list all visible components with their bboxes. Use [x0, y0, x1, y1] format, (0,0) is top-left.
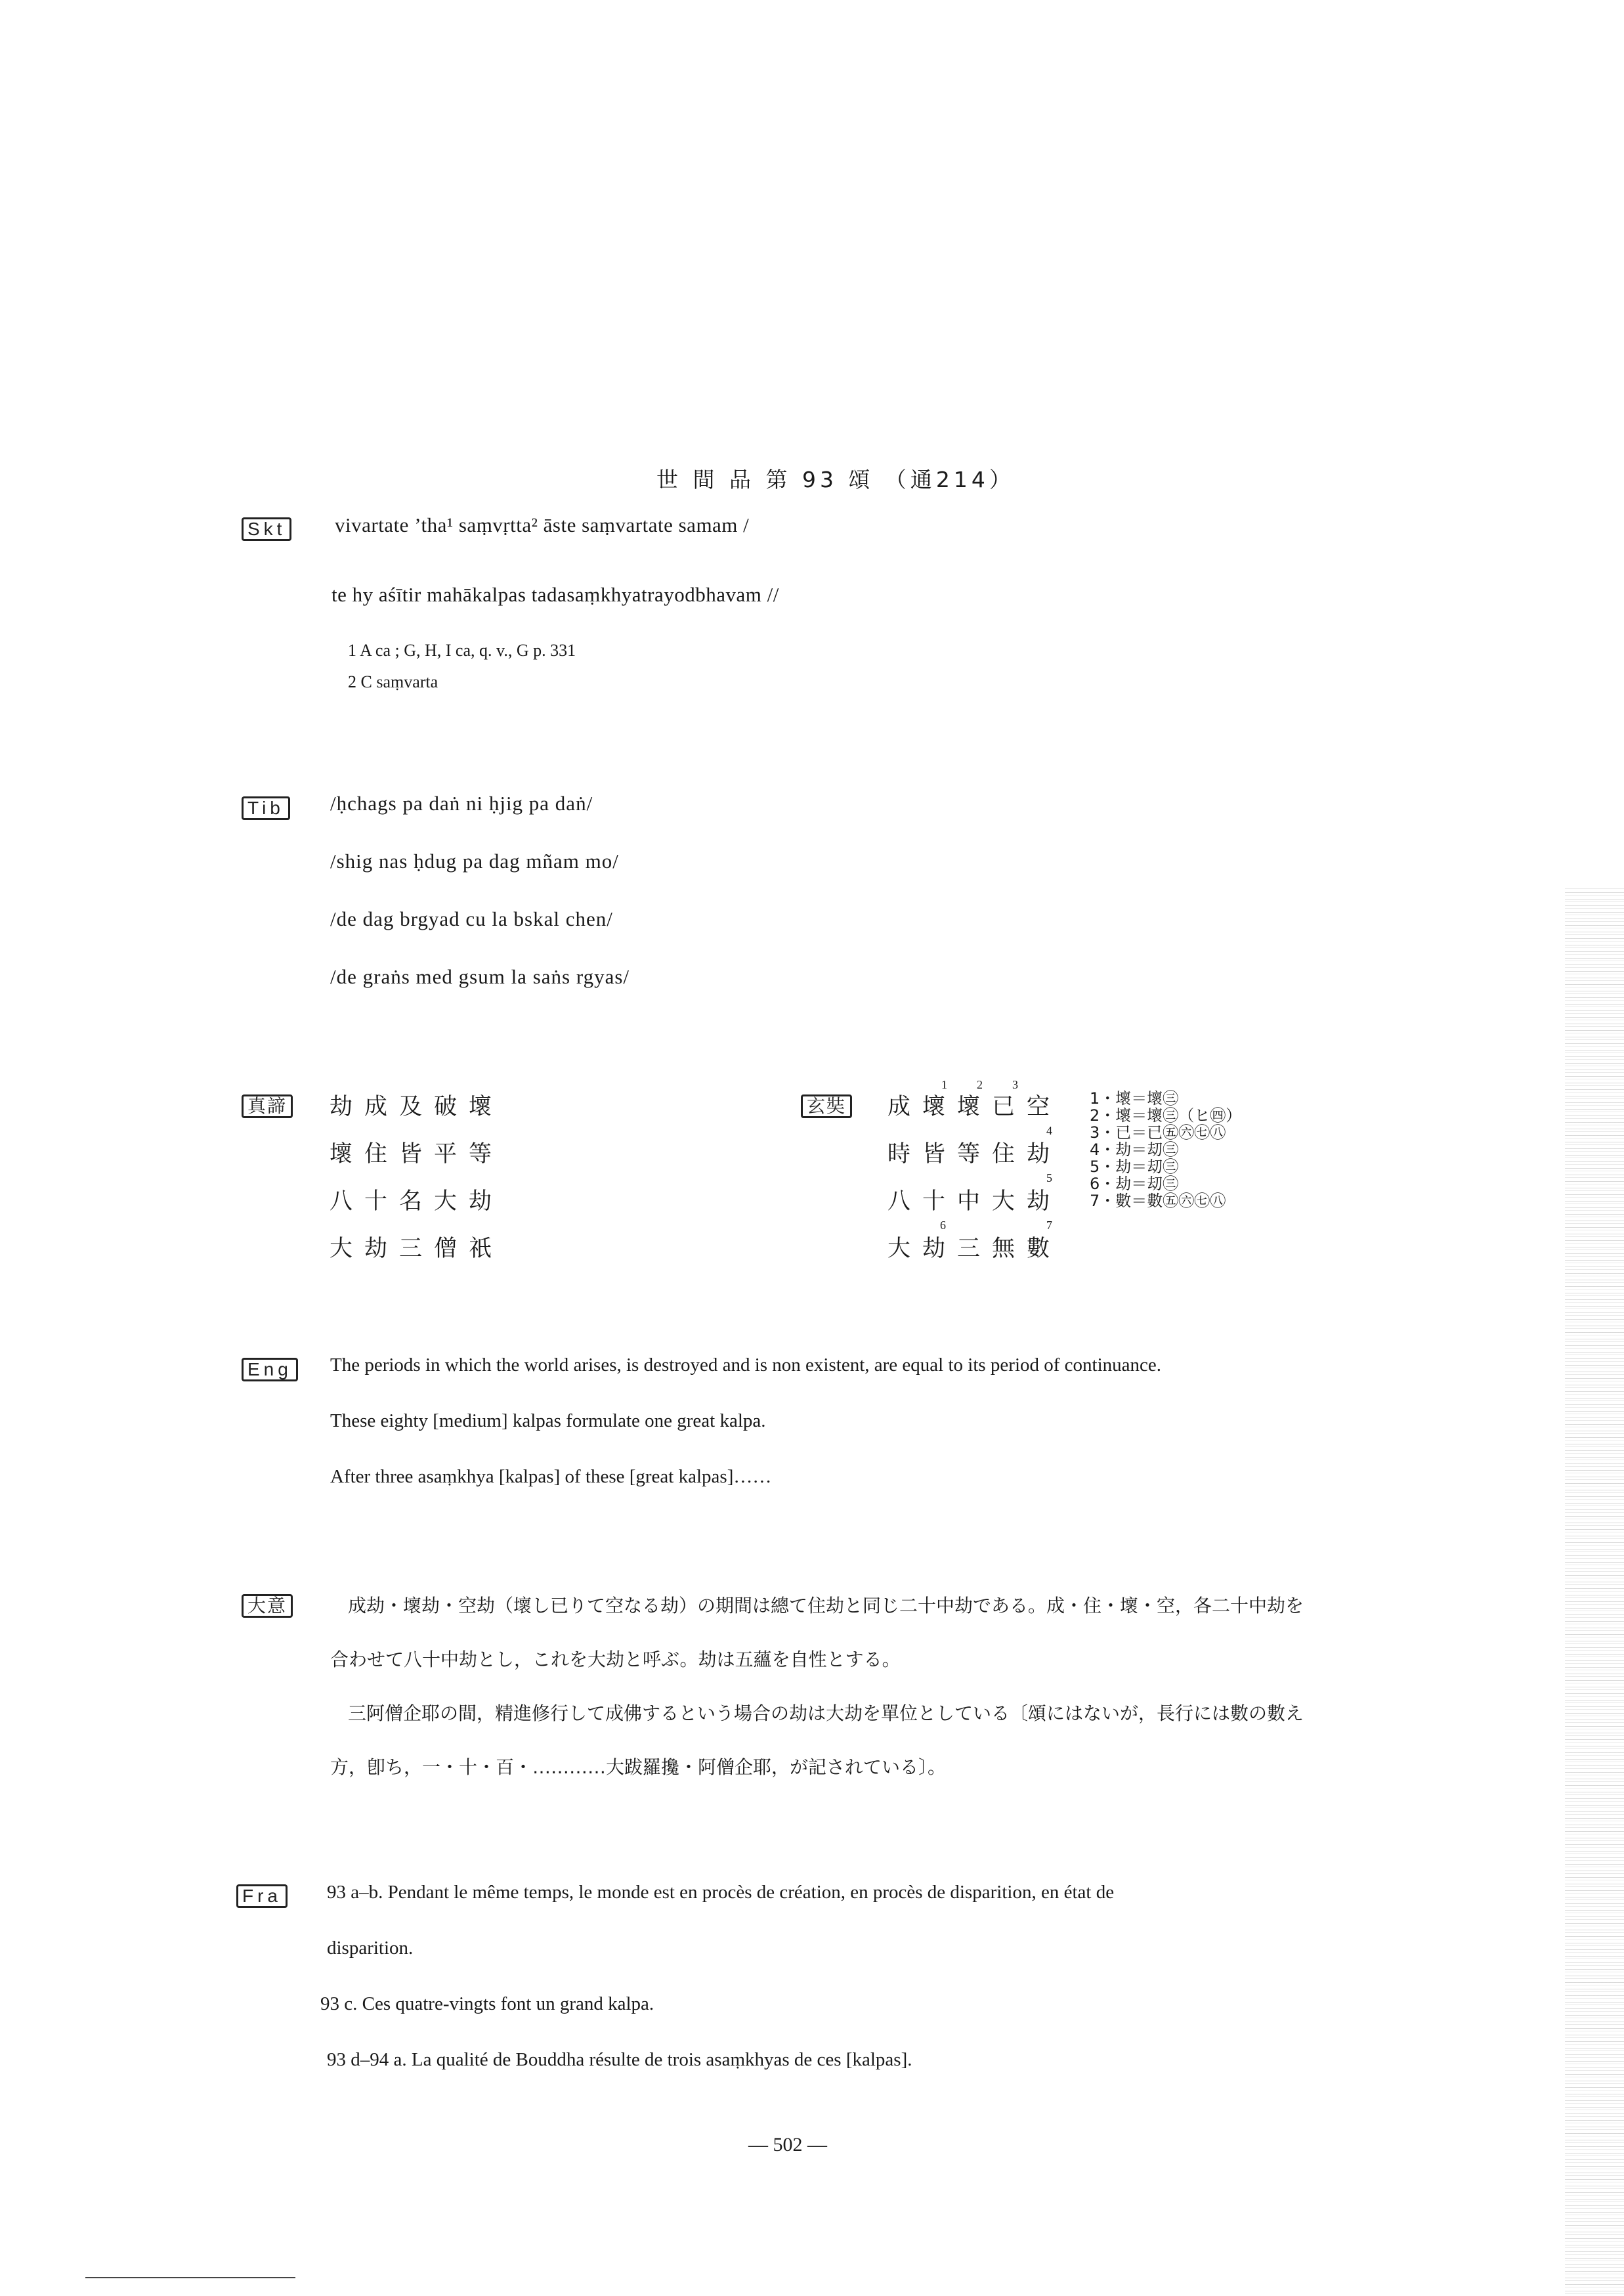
scan-edge-noise	[1565, 886, 1624, 2296]
variant-4: 4・劫＝刧㊂	[1090, 1140, 1179, 1159]
bottom-rule	[85, 2277, 295, 2278]
paramartha-line-3: 八十名大劫	[330, 1188, 504, 1215]
tib-line-2: /shig nas ḥdug pa dag mñam mo/	[330, 850, 619, 873]
paramartha-line-2: 壞住皆平等	[330, 1141, 504, 1167]
xuanzang-line-4: 大劫三無數	[887, 1236, 1062, 1262]
taii-line-1: 成劫・壞劫・空劫（壞し已りて空なる劫）の期間は總て住劫と同じ二十中劫である。成・住・壞・空，各二十中劫を	[348, 1595, 1304, 1616]
fra-line-4: 93 d–94 a. La qualité de Bouddha résulte de trois asaṃkhyas de ces [kalpas].	[327, 2049, 912, 2070]
taii-line-2: 合わせて八十中劫とし，これを大劫と呼ぶ。劫は五蘊を自性とする。	[330, 1649, 901, 1670]
skt-note-2: 2 C saṃvarta	[348, 672, 438, 691]
footnote-marker-6: 6	[940, 1219, 946, 1232]
footnote-marker-3: 3	[1012, 1078, 1018, 1091]
footnote-marker-1: 1	[941, 1078, 947, 1091]
skt-line-2: te hy aśītir mahākalpas tadasaṃkhyatrayodbhavam //	[331, 583, 779, 606]
tib-line-3: /de dag brgyad cu la bskal chen/	[330, 907, 613, 930]
fra-line-3: 93 c. Ces quatre-vingts font un grand kalpa.	[320, 1993, 654, 2014]
variant-7: 7・數＝數㊄㊅㊆㊇	[1090, 1192, 1226, 1210]
xuanzang-tag: 玄奘	[801, 1094, 852, 1118]
paramartha-line-1: 劫成及破壞	[330, 1094, 504, 1120]
variant-6: 6・劫＝刧㊂	[1090, 1175, 1179, 1193]
footnote-marker-7: 7	[1046, 1219, 1052, 1232]
paramartha-line-4: 大劫三僧祇	[330, 1236, 504, 1262]
page-number: — 502 —	[748, 2134, 827, 2155]
eng-line-3: After three asaṃkhya [kalpas] of these [great kalpas]……	[330, 1466, 772, 1487]
eng-line-1: The periods in which the world arises, is destroyed and is non existent, are equal to its period of continuance.	[330, 1354, 1162, 1375]
section-title: 世 間 品 第 93 頌 （通214）	[656, 467, 1015, 492]
variant-2: 2・壞＝壞㊂（ヒ㊃）	[1090, 1106, 1242, 1125]
xuanzang-line-3: 八十中大劫	[887, 1188, 1062, 1215]
fra-tag: Fra	[236, 1884, 288, 1908]
skt-line-1: vivartate ’tha¹ saṃvṛtta² āste saṃvartate samam /	[335, 513, 750, 536]
footnote-marker-4: 4	[1046, 1124, 1052, 1137]
xuanzang-line-2: 時皆等住劫	[887, 1141, 1062, 1167]
tib-tag: Tib	[242, 796, 290, 820]
fra-line-2: disparition.	[327, 1938, 414, 1959]
skt-note-1: 1 A ca ; G, H, I ca, q. v., G p. 331	[348, 641, 576, 660]
eng-tag: Eng	[242, 1358, 298, 1381]
taii-tag: 大意	[242, 1594, 293, 1618]
taii-line-3: 三阿僧企耶の間，精進修行して成佛するという場合の劫は大劫を單位としている〔頌にはないが，長行には數の數え	[348, 1702, 1304, 1724]
variant-3: 3・已＝已㊄㊅㊆㊇	[1090, 1123, 1226, 1142]
paramartha-tag: 真諦	[242, 1094, 293, 1118]
taii-line-4: 方，卽ち，一・十・百・…………大跋羅攙・阿僧企耶，が記されている〕。	[330, 1756, 947, 1778]
tib-line-4: /de graṅs med gsum la saṅs rgyas/	[330, 965, 630, 988]
variant-1: 1・壞＝壞㊂	[1090, 1089, 1179, 1108]
eng-line-2: These eighty [medium] kalpas formulate one great kalpa.	[330, 1410, 766, 1431]
tib-line-1: /ḥchags pa daṅ ni ḥjig pa daṅ/	[330, 792, 593, 815]
footnote-marker-2: 2	[977, 1078, 983, 1091]
xuanzang-line-1: 成壞壞已空	[887, 1094, 1062, 1120]
variant-5: 5・劫＝刧㊂	[1090, 1158, 1179, 1176]
footnote-marker-5: 5	[1046, 1171, 1052, 1184]
skt-tag: Skt	[242, 517, 291, 541]
fra-line-1: 93 a–b. Pendant le même temps, le monde est en procès de création, en procès de disparition, en état de	[327, 1882, 1115, 1903]
